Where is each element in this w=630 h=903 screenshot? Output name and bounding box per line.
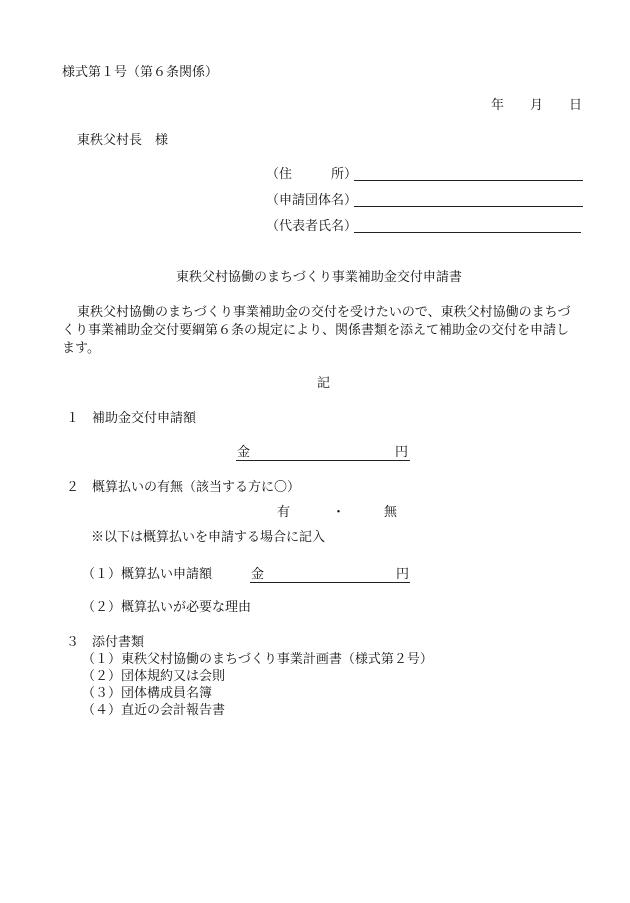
amount-underline (236, 460, 410, 461)
advance-amount-underline (250, 582, 410, 583)
representative-underline (354, 232, 581, 233)
address-label: （住 所） (266, 167, 358, 182)
advance-reason-label: （２）概算払いが必要な理由 (82, 600, 252, 615)
advance-payment-note: ※以下は概算払いを申請する場合に記入 (91, 530, 326, 545)
date-day-label: 日 (569, 98, 583, 113)
form-number: 様式第１号（第６条関係） (62, 65, 219, 80)
advance-amount-prefix: 金 (251, 567, 265, 582)
option-separator: ・ (332, 505, 346, 520)
organization-label: （申請団体名） (266, 193, 358, 208)
representative-label: （代表者氏名） (266, 219, 358, 234)
attachment-item: （２）団体規約又は会則 (82, 669, 226, 684)
addressee: 東秩父村長 様 (77, 133, 169, 148)
document-title: 東秩父村協働のまちづくり事業補助金交付申請書 (176, 270, 462, 285)
body-line-2: くり事業補助金交付要綱第６条の規定により、関係書類を添えて補助金の交付を申請し (62, 323, 570, 338)
attachment-item: （３）団体構成員名簿 (82, 686, 213, 701)
section-2-heading: ２ 概算払いの有無（該当する方に〇） (66, 480, 301, 495)
attachment-item: （１）東秩父村協働のまちづくり事業計画書（様式第２号） (82, 652, 433, 667)
section-1-heading: １ 補助金交付申請額 (66, 411, 197, 426)
amount-prefix: 金 (237, 445, 251, 460)
attachment-item: （４）直近の会計報告書 (82, 703, 226, 718)
advance-amount-label: （１）概算払い申請額 (82, 567, 213, 582)
date-month-label: 月 (530, 98, 544, 113)
address-underline (354, 180, 583, 181)
organization-underline (354, 206, 583, 207)
body-line-1: 東秩父村協働のまちづくり事業補助金の交付を受けたいので、東秩父村協働のまちづ (77, 305, 571, 320)
option-no[interactable]: 無 (384, 505, 398, 520)
ki-heading: 記 (317, 376, 331, 391)
body-line-3: ます。 (62, 341, 100, 356)
advance-amount-suffix: 円 (396, 567, 410, 582)
section-3-heading: ３ 添付書類 (66, 635, 145, 650)
option-yes[interactable]: 有 (277, 505, 291, 520)
amount-suffix: 円 (395, 445, 409, 460)
date-year-label: 年 (491, 98, 505, 113)
